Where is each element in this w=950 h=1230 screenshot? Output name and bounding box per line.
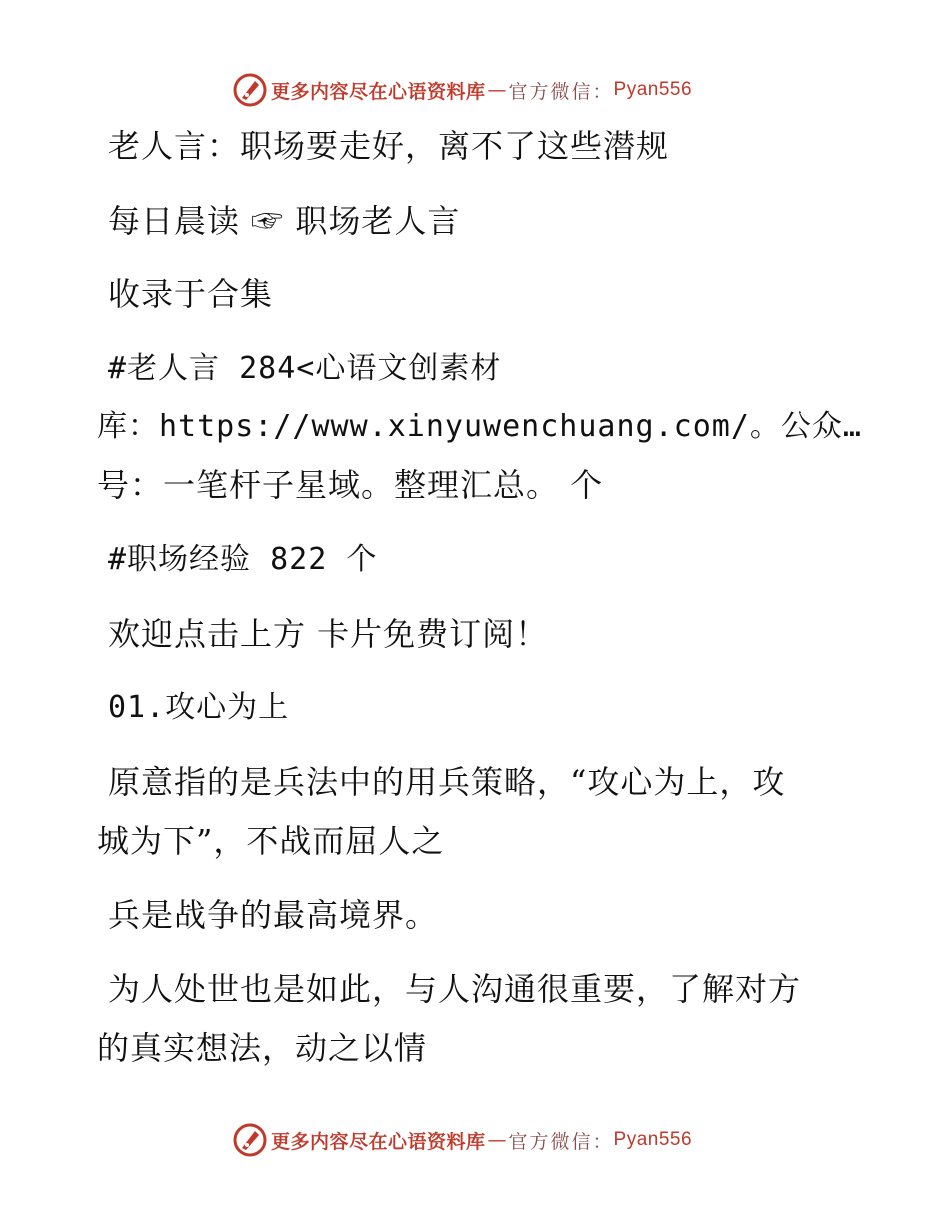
watermark-dash: — [487,79,507,101]
section-heading: 01.攻心为上 [108,690,290,725]
watermark-brand: 更多内容尽在心语资料库 [271,1130,486,1153]
tag-workplace-experience[interactable]: #职场经验 822 个 [108,542,378,577]
pen-nib-logo-icon [233,73,267,107]
subscribe-prompt: 欢迎点击上方 卡片免费订阅！ [108,615,549,653]
paragraph-2: 兵是战争的最高境界。 [108,896,439,934]
watermark-wechat-label: 官方微信： [508,1130,614,1153]
watermark-wechat-label: 官方微信： [508,80,614,103]
paragraph-3-line-1: 为人处世也是如此，与人沟通很重要，了解对方 [108,970,802,1008]
collection-label: 收录于合集 [108,275,274,313]
watermark-brand: 更多内容尽在心语资料库 [271,80,486,103]
watermark-wechat-id: Pyan556 [613,1129,693,1150]
tag-line-2[interactable]: 库：https://www.xinyuwenchuang.com/。公众… [97,409,862,444]
tag-line-1[interactable]: #老人言 284<心语文创素材 [108,351,502,386]
article-subtitle: 每日晨读 ☞ 职场老人言 [108,202,461,240]
watermark-dash: — [487,1129,507,1151]
paragraph-1-line-2: 城为下”，不战而屈人之 [97,822,445,860]
tag-line-3: 号：一笔杆子星域。整理汇总。 个 [97,466,604,504]
pen-nib-logo-icon [233,1123,267,1157]
watermark-footer [233,1122,692,1158]
paragraph-3-line-2: 的真实想法，动之以情 [97,1029,428,1067]
paragraph-1-line-1: 原意指的是兵法中的用兵策略，“攻心为上，攻 [108,763,786,801]
watermark-wechat-id: Pyan556 [613,79,693,100]
watermark-header [233,72,692,108]
article-title: 老人言：职场要走好，离不了这些潜规 [108,127,670,165]
